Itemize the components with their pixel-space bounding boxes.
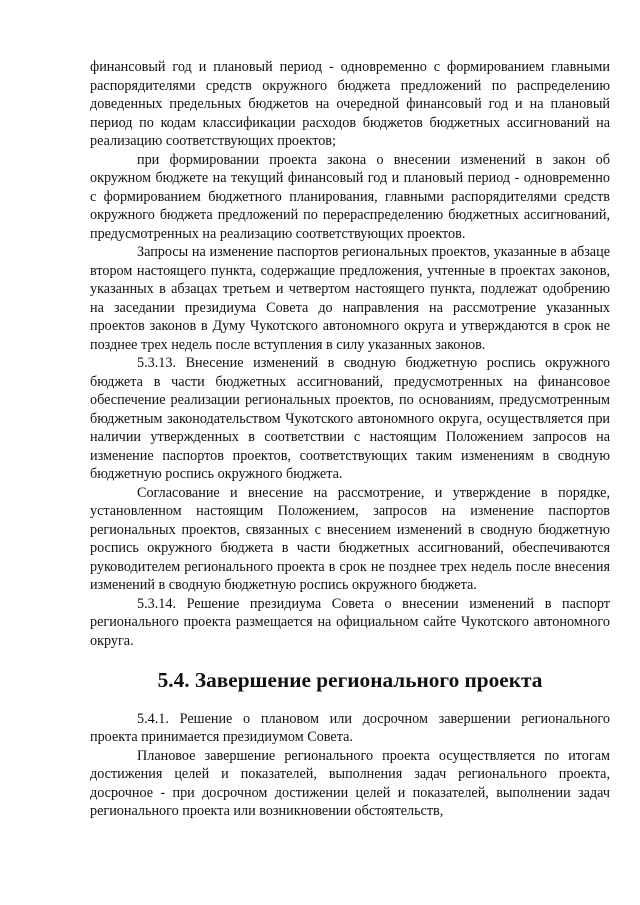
section-heading: 5.4. Завершение регионального проекта [157,668,543,692]
paragraph-draft-law-changes: при формировании проекта закона о внесении изменений в закон об окружном бюджете на текущий финансовый год и плановый период - одновременно с формированием бюджетного планирования, главными распорядителями средств окружного бюджета предложений по перераспределению бюджетных ассигнований, предусмотренных на реализацию соответствующих проектов. [90,151,610,242]
paragraph-approval-procedure: Согласование и внесение на рассмотрение, и утверждение в порядке, установленном настоящим Положением, запросов на изменение паспортов региональных проектов, связанных с внесением изменений в сводную бюджетную роспись окружного бюджета в части бюджетных ассигнований, обеспечиваются руководителем регионального проекта в срок не позднее трех недель после внесения изменений в сводную бюджетную роспись окружного бюджета. [90,484,610,593]
paragraph-continuation: финансовый год и плановый период - одновременно с формированием главными распорядителями средств окружного бюджета предложений по распределению доведенных предельных бюджетов на очередной финансовый год и на плановый период по кодам классификации расходов бюджетов бюджетных ассигнований на реализацию соответствующих проектов; [90,59,610,149]
bottom-text-block [90,710,610,821]
paragraph-5-4-1: 5.4.1. Решение о плановом или досрочном завершении регионального проекта принимается президиумом Совета. [90,710,610,745]
top-text-block [90,58,610,650]
paragraph-5-3-13: 5.3.13. Внесение изменений в сводную бюджетную роспись окружного бюджета в части бюджетных ассигнований, предусмотренных на финансовое обеспечение реализации региональных проектов, по основаниям, предусмотренным бюджетным законодательством Чукотского автономного округа, осуществляется при наличии утвержденных в соответствии с настоящим Положением запросов на изменение паспортов проектов, соответствующих таким изменениям в сводную бюджетную роспись окружного бюджета. [90,355,610,482]
paragraph-5-3-14: 5.3.14. Решение президиума Совета о внесении изменений в паспорт регионального проекта размещается на официальном сайте Чукотского автономного округа. [90,595,610,649]
paragraph-planned-completion: Плановое завершение регионального проекта осуществляется по итогам достижения целей и показателей, выполнения задач регионального проекта, досрочное - при досрочном достижении целей и показателей, выполнении задач регионального проекта или возникновении обстоятельств, [90,747,610,819]
paragraph-passport-change-requests: Запросы на изменение паспортов региональных проектов, указанные в абзаце втором настоящего пункта, содержащие предложения, учтенные в проектах законов, указанных в абзацах третьем и четвертом настоящего пункта, подлежат одобрению на заседании президиума Совета до направления на рассмотрение указанных проектов законов в Думу Чукотского автономного округа и утверждаются в срок не позднее трех недель после вступления в силу указанных законов. [90,244,610,353]
